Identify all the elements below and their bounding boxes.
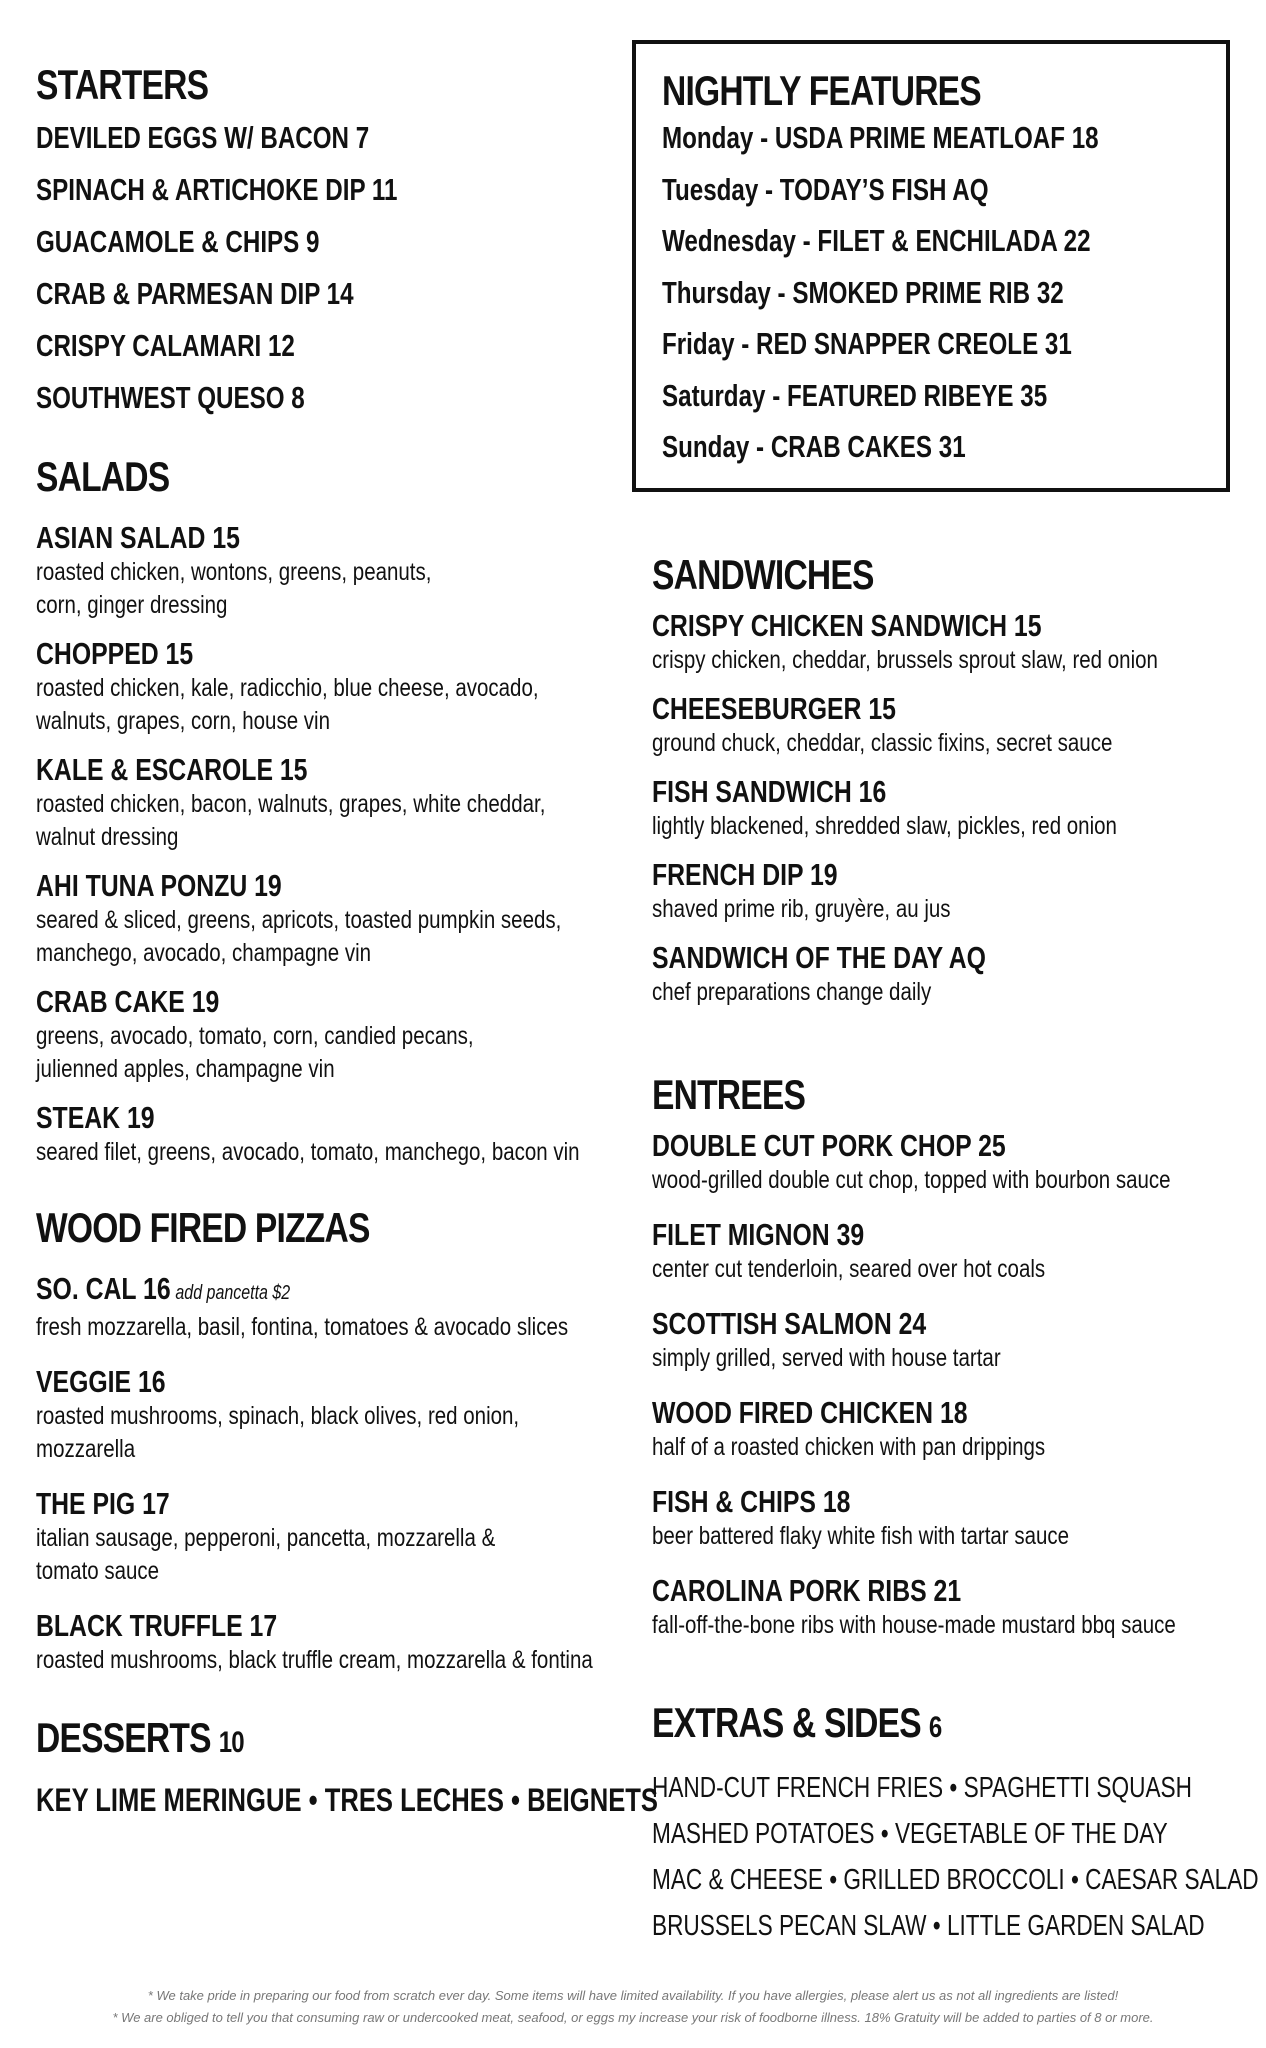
item-description: chef preparations change daily (652, 978, 932, 1006)
menu-item (652, 608, 1242, 677)
item-description: roasted chicken, wontons, greens, peanuts, (36, 558, 432, 586)
item-name: CRAB CAKE 19 (36, 984, 220, 1019)
item-name: DOUBLE CUT PORK CHOP 25 (652, 1128, 1006, 1163)
menu-item (36, 984, 636, 1086)
item-description: italian sausage, pepperoni, pancetta, mozzarella & (36, 1524, 496, 1552)
item-name: VEGGIE 16 (36, 1364, 166, 1399)
item-name: STEAK 19 (36, 1100, 155, 1135)
item-description: manchego, avocado, champagne vin (36, 939, 372, 967)
item-name (36, 1271, 516, 1311)
item-name: FISH SANDWICH 16 (652, 774, 887, 809)
menu-item (652, 1217, 1242, 1286)
menu-item (652, 1573, 1242, 1642)
entrees-section (652, 1072, 1242, 1642)
menu-item (652, 1128, 1242, 1197)
item-description: beer battered flaky white fish with tartar sauce (652, 1522, 1070, 1550)
sides-title-text: EXTRAS & SIDES (652, 1699, 921, 1746)
menu-item: CRAB & PARMESAN DIP 14 (36, 276, 354, 311)
feature-item: Tuesday - TODAY’S FISH AQ (662, 171, 989, 207)
feature-item: Sunday - CRAB CAKES 31 (662, 429, 966, 464)
menu-item (36, 1608, 636, 1677)
item-description: roasted chicken, bacon, walnuts, grapes, white cheddar, (36, 790, 546, 818)
sides-title (652, 1700, 1124, 1751)
menu-item (652, 774, 1242, 843)
feature-item: Friday - RED SNAPPER CREOLE 31 (662, 326, 1072, 361)
item-name: FILET MIGNON 39 (652, 1217, 865, 1252)
menu-item (36, 636, 636, 738)
item-name: CHOPPED 15 (36, 636, 194, 671)
item-description: lightly blackened, shredded slaw, pickles, red onion (652, 812, 1117, 840)
item-description: seared filet, greens, avocado, tomato, manchego, bacon vin (36, 1138, 580, 1166)
menu-item (36, 1364, 636, 1466)
desserts-price: 10 (218, 1726, 244, 1759)
sides-line: HAND-CUT FRENCH FRIES • SPAGHETTI SQUASH (652, 1772, 1192, 1804)
starters-title: STARTERS (36, 61, 209, 108)
item-name: CAROLINA PORK RIBS 21 (652, 1573, 962, 1608)
item-name: BLACK TRUFFLE 17 (36, 1608, 278, 1643)
desserts-list: KEY LIME MERINGUE • TRES LECHES • BEIGNETS (36, 1782, 658, 1818)
features-title: NIGHTLY FEATURES (662, 67, 981, 114)
menu-item (36, 868, 636, 970)
menu-item (36, 520, 636, 622)
menu-item (36, 1271, 636, 1344)
sandwiches-section (652, 552, 1242, 1009)
item-description: seared & sliced, greens, apricots, toasted pumpkin seeds, (36, 906, 562, 934)
menu-item (652, 1306, 1242, 1375)
sides-line: MAC & CHEESE • GRILLED BROCCOLI • CAESAR SALAD (652, 1864, 1259, 1896)
feature-item: Saturday - FEATURED RIBEYE 35 (662, 377, 1048, 413)
item-name: ASIAN SALAD 15 (36, 520, 240, 555)
footer-note-allergies: * We take pride in preparing our food from scratch ever day. Some items will have limited availability. If you have allergies, please alert us as not all ingredients are listed! (147, 1988, 1119, 2003)
sides-price: 6 (928, 1711, 942, 1744)
desserts-section (36, 1714, 658, 1820)
item-description: shaved prime rib, gruyère, au jus (652, 895, 951, 923)
item-name: THE PIG 17 (36, 1486, 170, 1521)
item-description: tomato sauce (36, 1557, 160, 1585)
pizzas-section (36, 1205, 636, 1677)
item-description: simply grilled, served with house tartar (652, 1344, 1001, 1372)
item-description: fresh mozzarella, basil, fontina, tomatoes & avocado slices (36, 1313, 569, 1341)
item-description: julienned apples, champagne vin (36, 1055, 335, 1083)
starters-section (36, 62, 636, 424)
menu-item (36, 1486, 636, 1588)
footer-note-gratuity: * We are obliged to tell you that consuming raw or undercooked meat, seafood, or eggs my increase your risk of foodborne illness. 18% Gratuity will be added to parties of 8 or more. (112, 2010, 1154, 2025)
item-description: half of a roasted chicken with pan drippings (652, 1433, 1046, 1461)
menu-item (652, 1395, 1242, 1464)
feature-item: Thursday - SMOKED PRIME RIB 32 (662, 274, 1064, 310)
sides-line: MASHED POTATOES • VEGETABLE OF THE DAY (652, 1818, 1168, 1850)
item-name: AHI TUNA PONZU 19 (36, 868, 282, 903)
feature-item: Wednesday - FILET & ENCHILADA 22 (662, 223, 1091, 258)
menu-item (36, 1100, 636, 1169)
item-name: FRENCH DIP 19 (652, 857, 838, 892)
menu-item: SPINACH & ARTICHOKE DIP 11 (36, 172, 398, 207)
feature-item: Monday - USDA PRIME MEATLOAF 18 (662, 120, 1099, 155)
left-column (36, 61, 658, 1820)
item-description: fall-off-the-bone ribs with house-made mustard bbq sauce (652, 1611, 1176, 1639)
item-description: greens, avocado, tomato, corn, candied pecans, (36, 1022, 474, 1050)
menu-item (652, 1484, 1242, 1553)
item-description: ground chuck, cheddar, classic fixins, secret sauce (652, 729, 1113, 757)
desserts-title (36, 1715, 516, 1766)
menu-item: CRISPY CALAMARI 12 (36, 328, 295, 363)
menu-item (652, 940, 1242, 1009)
item-description: roasted mushrooms, spinach, black olives, red onion, (36, 1402, 520, 1430)
item-description: roasted mushrooms, black truffle cream, mozzarella & fontina (36, 1646, 593, 1674)
item-description: crispy chicken, cheddar, brussels sprout slaw, red onion (652, 646, 1158, 674)
nightly-features-box (632, 40, 1230, 492)
item-name: CRISPY CHICKEN SANDWICH 15 (652, 608, 1042, 643)
item-name: SCOTTISH SALMON 24 (652, 1306, 927, 1341)
item-description: corn, ginger dressing (36, 591, 228, 619)
item-name: KALE & ESCAROLE 15 (36, 752, 308, 787)
item-description: center cut tenderloin, seared over hot coals (652, 1255, 1046, 1283)
item-name: SANDWICH OF THE DAY AQ (652, 940, 986, 975)
item-name-text: SO. CAL 16 (36, 1271, 171, 1306)
salads-title: SALADS (36, 453, 170, 500)
menu-item (36, 752, 636, 854)
menu-item (652, 857, 1242, 926)
sides-section (652, 1699, 1259, 1949)
desserts-title-text: DESSERTS (36, 1714, 211, 1761)
item-name: WOOD FIRED CHICKEN 18 (652, 1395, 968, 1430)
item-note: add pancetta $2 (175, 1282, 291, 1304)
item-name: CHEESEBURGER 15 (652, 691, 896, 726)
menu-item: SOUTHWEST QUESO 8 (36, 380, 305, 415)
item-description: wood-grilled double cut chop, topped with bourbon sauce (652, 1166, 1171, 1194)
entrees-title: ENTREES (652, 1071, 806, 1118)
item-description: walnuts, grapes, corn, house vin (36, 707, 331, 735)
sides-line: BRUSSELS PECAN SLAW • LITTLE GARDEN SALAD (652, 1910, 1205, 1942)
item-description: roasted chicken, kale, radicchio, blue cheese, avocado, (36, 674, 539, 702)
menu-item (652, 691, 1242, 760)
item-description: mozzarella (36, 1435, 136, 1463)
salads-section (36, 454, 636, 1169)
menu-item: DEVILED EGGS W/ BACON 7 (36, 120, 370, 155)
sandwiches-title: SANDWICHES (652, 551, 874, 598)
menu-item: GUACAMOLE & CHIPS 9 (36, 224, 320, 259)
item-name: FISH & CHIPS 18 (652, 1484, 851, 1519)
item-description: walnut dressing (36, 823, 179, 851)
pizzas-title: WOOD FIRED PIZZAS (36, 1204, 370, 1251)
